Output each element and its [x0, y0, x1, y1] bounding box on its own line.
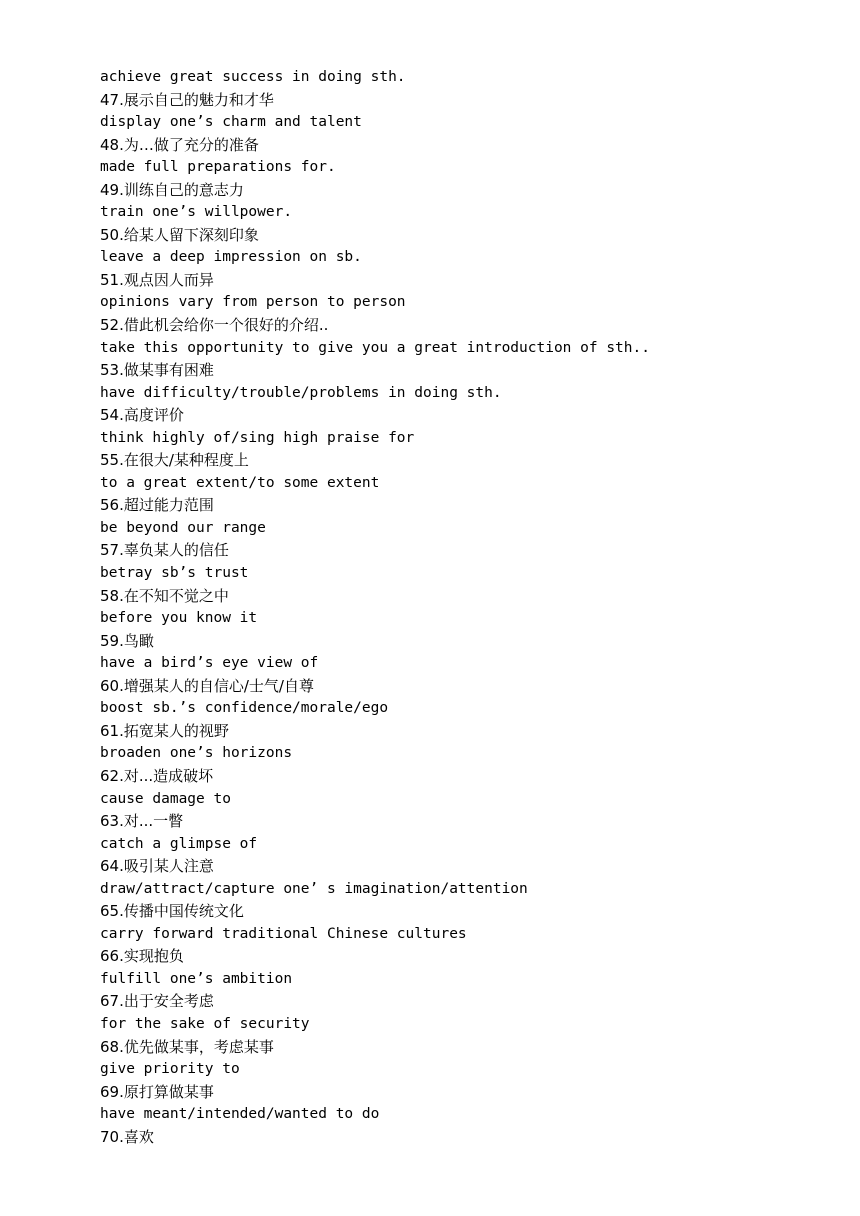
phrase-english: boost sb.’s confidence/morale/ego: [100, 700, 389, 717]
phrase-english: made full preparations for.: [100, 159, 336, 176]
phrase-english: cause damage to: [100, 790, 231, 807]
phrase-chinese: 57.辜负某人的信任: [100, 541, 229, 560]
phrase-chinese: 65.传播中国传统文化: [100, 902, 244, 921]
phrase-chinese: 66.实现抱负: [100, 947, 184, 966]
document-page: [100, 66, 840, 1148]
phrase-english: have a bird’s eye view of: [100, 655, 319, 672]
phrase-english: think highly of/sing high praise for: [100, 429, 415, 446]
phrase-english: betray sb’s trust: [100, 565, 249, 582]
phrase-chinese: 47.展示自己的魅力和才华: [100, 90, 274, 109]
phrase-english: carry forward traditional Chinese cultures: [100, 925, 467, 942]
phrase-list: [100, 89, 840, 1149]
phrase-english: take this opportunity to give you a great introduction of sth..: [100, 339, 650, 356]
phrase-chinese: 61.拓宽某人的视野: [100, 721, 229, 740]
phrase-chinese: 63.对...一瞥: [100, 812, 184, 831]
phrase-chinese: 68.优先做某事，考虑某事: [100, 1037, 274, 1056]
phrase-english: fulfill one’s ambition: [100, 970, 293, 987]
phrase-english: before you know it: [100, 610, 258, 627]
phrase-chinese: 69.原打算做某事: [100, 1082, 214, 1101]
phrase-chinese: 49.训练自己的意志力: [100, 180, 244, 199]
phrase-english: for the sake of security: [100, 1015, 310, 1032]
phrase-chinese: 52.借此机会给你一个很好的介绍..: [100, 316, 329, 335]
phrase-chinese: 50.给某人留下深刻印象: [100, 225, 259, 244]
phrase-chinese: 54.高度评价: [100, 406, 184, 425]
phrase-chinese: 51.观点因人而异: [100, 270, 214, 289]
phrase-english: leave a deep impression on sb.: [100, 249, 362, 266]
phrase-chinese: 59.鸟瞰: [100, 631, 154, 650]
phrase-chinese: 64.吸引某人注意: [100, 857, 214, 876]
phrase-english: broaden one’s horizons: [100, 745, 293, 762]
phrase-english: to a great extent/to some extent: [100, 474, 380, 491]
phrase-chinese: 67.出于安全考虑: [100, 992, 214, 1011]
phrase-english: give priority to: [100, 1061, 240, 1078]
phrase-english: catch a glimpse of: [100, 835, 258, 852]
phrase-english: draw/attract/capture one’ s imagination/attention: [100, 880, 528, 897]
phrase-chinese: 55.在很大/某种程度上: [100, 451, 249, 470]
intro-line: achieve great success in doing sth.: [100, 69, 406, 85]
phrase-chinese: 56.超过能力范围: [100, 496, 214, 515]
phrase-chinese: 48.为…做了充分的准备: [100, 135, 259, 154]
phrase-english: display one’s charm and talent: [100, 114, 362, 131]
phrase-chinese: 70.喜欢: [100, 1127, 154, 1146]
phrase-english: have difficulty/trouble/problems in doing sth.: [100, 384, 502, 401]
phrase-chinese: 60.增强某人的自信心/士气/自尊: [100, 676, 314, 695]
phrase-english: opinions vary from person to person: [100, 294, 406, 311]
phrase-chinese: 62.对...造成破坏: [100, 766, 214, 785]
phrase-english: be beyond our range: [100, 519, 266, 536]
phrase-english: train one’s willpower.: [100, 204, 293, 221]
phrase-chinese: 53.做某事有困难: [100, 361, 214, 380]
phrase-english: have meant/intended/wanted to do: [100, 1106, 380, 1123]
phrase-chinese: 58.在不知不觉之中: [100, 586, 229, 605]
